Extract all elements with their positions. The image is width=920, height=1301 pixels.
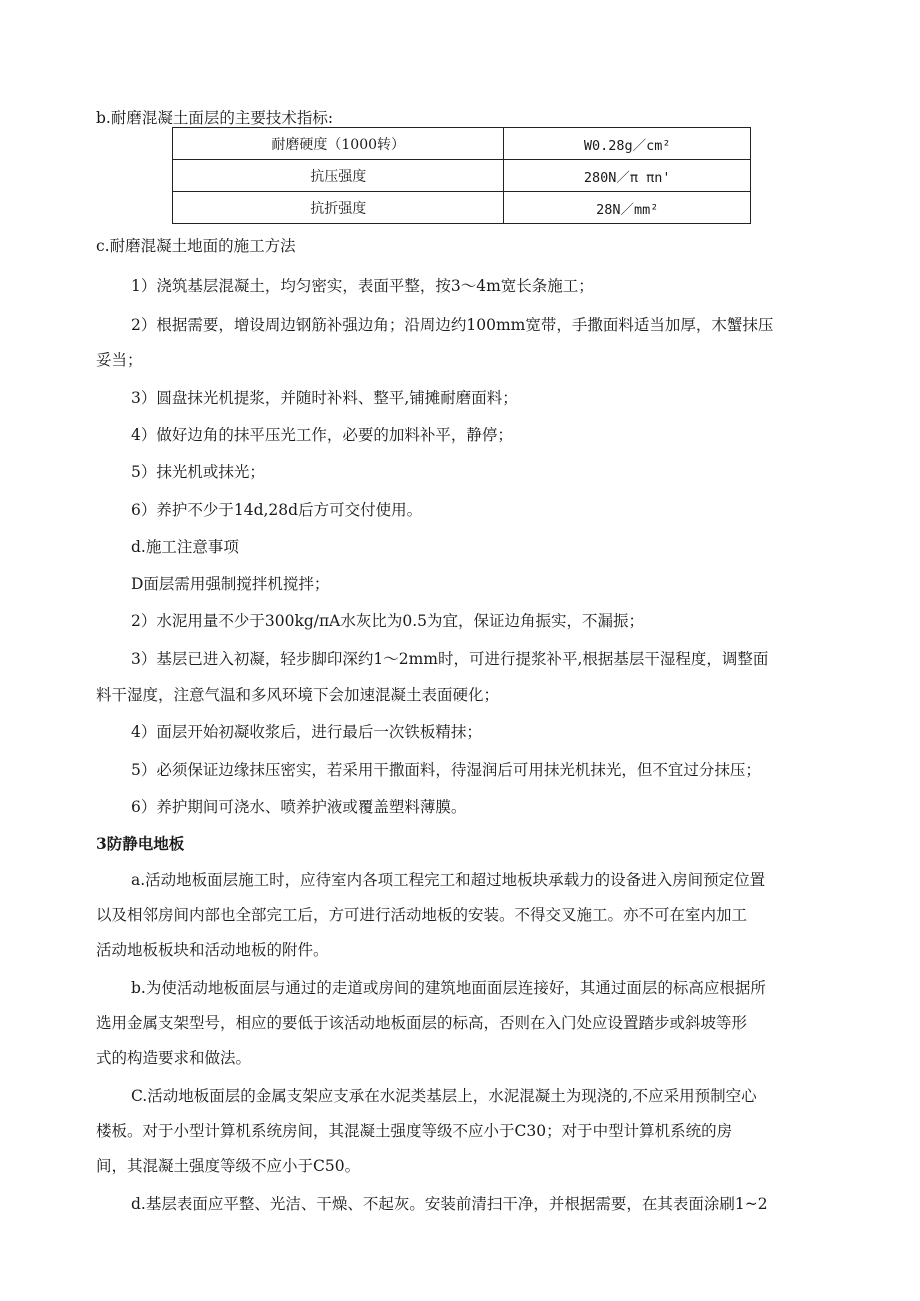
paragraph-line: 2）根据需要，增设周边钢筋补强边角；沿周边约100mm宽带，手撒面料适当加厚，木蟹抹压 bbox=[131, 316, 774, 334]
paragraph-line: 6）养护不少于14d,28d后方可交付使用。 bbox=[131, 501, 423, 519]
paragraph-line: 间，其混凝土强度等级不应小于C50。 bbox=[96, 1157, 361, 1175]
paragraph-line: 3）圆盘抹光机提浆，并随时补料、整平,铺摊耐磨面料； bbox=[131, 389, 518, 407]
spec-table bbox=[172, 127, 751, 224]
paragraph-line: 式的构造要求和做法。 bbox=[96, 1049, 252, 1067]
table-cell-value: 28N／mm² bbox=[504, 192, 751, 224]
table-title: b.耐磨混凝土面层的主要技术指标: bbox=[96, 109, 334, 127]
paragraph-line: 2）水泥用量不少于300kg/πA水灰比为0.5为宜，保证边角振实，不漏振； bbox=[131, 612, 645, 630]
paragraph-line: 以及相邻房间内部也全部完工后，方可进行活动地板的安装。不得交叉施工。亦不可在室内加工 bbox=[96, 906, 748, 924]
paragraph-line: 楼板。对于小型计算机系统房间，其混凝土强度等级不应小于C30；对于中型计算机系统的房 bbox=[96, 1122, 733, 1140]
paragraph-line: 6）养护期间可浇水、喷养护液或覆盖塑料薄膜。 bbox=[131, 798, 467, 816]
table-row bbox=[173, 192, 751, 224]
paragraph-line: 5）必须保证边缘抹压密实，若采用干撒面料，待湿润后可用抹光机抹光，但不宜过分抹压； bbox=[131, 761, 761, 779]
table-row bbox=[173, 128, 751, 160]
paragraph-line: a.活动地板面层施工时，应待室内各项工程完工和超过地板块承载力的设备进入房间预定位置 bbox=[131, 871, 766, 889]
paragraph-line: 4）做好边角的抹平压光工作，必要的加料补平，静停； bbox=[131, 426, 513, 444]
table-row bbox=[173, 160, 751, 192]
paragraph-line: b.为使活动地板面层与通过的走道或房间的建筑地面面层连接好，其通过面层的标高应根据所 bbox=[131, 979, 766, 997]
paragraph-line: d.基层表面应平整、光洁、干燥、不起灰。安装前清扫干净，并根据需要，在其表面涂刷1~2 bbox=[131, 1195, 768, 1213]
section-heading: c.耐磨混凝土地面的施工方法 bbox=[96, 237, 296, 255]
section-heading: 3防静电地板 bbox=[96, 834, 185, 853]
paragraph-line: 选用金属支架型号，相应的要低于该活动地板面层的标高，否则在入门处应设置踏步或斜坡等形 bbox=[96, 1014, 748, 1032]
section-heading: d.施工注意事项 bbox=[131, 538, 239, 556]
table-cell-label: 耐磨硬度（1000转） bbox=[173, 128, 504, 160]
table-cell-label: 抗折强度 bbox=[173, 192, 504, 224]
paragraph-line: 料干湿度，注意气温和多风环境下会加速混凝土表面硬化； bbox=[96, 686, 500, 704]
paragraph-line: 活动地板板块和活动地板的附件。 bbox=[96, 941, 329, 959]
paragraph-line: 3）基层已进入初凝，轻步脚印深约1～2mm时，可进行提浆补平,根据基层干湿程度，调整面 bbox=[131, 650, 769, 668]
table-cell-label: 抗压强度 bbox=[173, 160, 504, 192]
paragraph-line: 1）浇筑基层混凝土，均匀密实，表面平整，按3～4m宽长条施工； bbox=[131, 277, 594, 295]
paragraph-line: 4）面层开始初凝收浆后，进行最后一次铁板精抹； bbox=[131, 723, 482, 741]
paragraph-line: 妥当； bbox=[96, 351, 143, 369]
paragraph-line: 5）抹光机或抹光； bbox=[131, 463, 265, 481]
paragraph-line: D面层需用强制搅拌机搅拌； bbox=[131, 575, 330, 593]
paragraph-line: C.活动地板面层的金属支架应支承在水泥类基层上，水泥混凝土为现浇的,不应采用预制空心 bbox=[131, 1087, 757, 1105]
table-cell-value: W0.28g／cm² bbox=[504, 128, 751, 160]
table-cell-value: 280N／π πn' bbox=[504, 160, 751, 192]
